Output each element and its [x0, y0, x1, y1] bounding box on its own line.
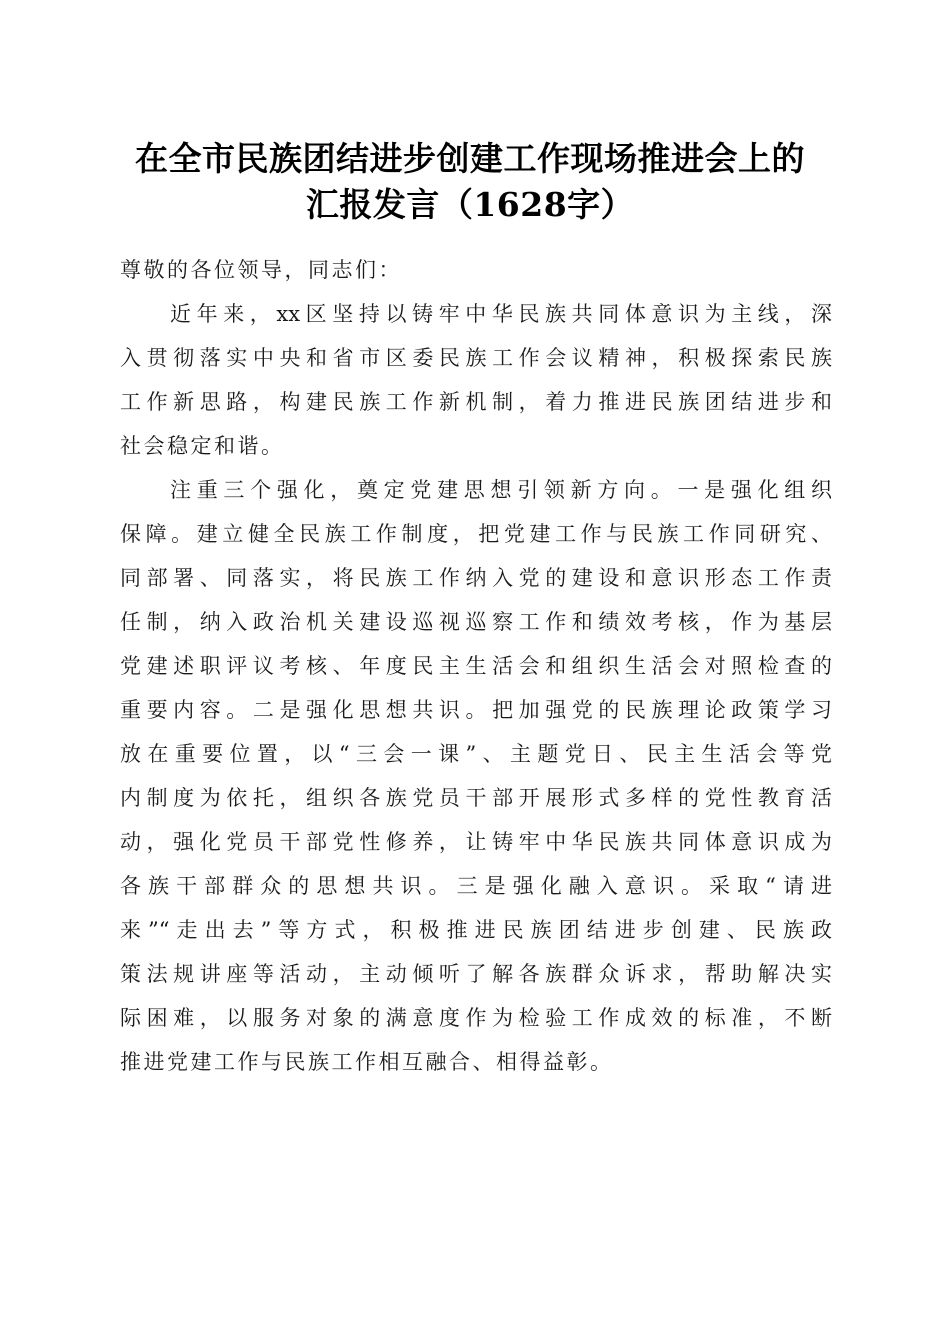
salutation: 尊敬的各位领导，同志们：: [120, 258, 402, 282]
paragraph-line: 保障。建立健全民族工作制度，把党建工作与民族工作同研究、: [120, 522, 832, 546]
document-body: [120, 248, 832, 1084]
document-title: [100, 136, 840, 228]
paragraph-line: 各族干部群众的思想共识。三是强化融入意识。采取“请进: [120, 874, 832, 898]
paragraph-line: 近年来，xx区坚持以铸牢中华民族共同体意识为主线，深: [170, 302, 832, 326]
paragraph-line: 工作新思路，构建民族工作新机制，着力推进民族团结进步和: [120, 390, 832, 414]
paragraph-line: 社会稳定和谐。: [120, 434, 285, 458]
paragraph-line: 党建述职评议考核、年度民主生活会和组织生活会对照检查的: [120, 654, 832, 678]
paragraph-line: 放在重要位置，以“三会一课”、主题党日、民主生活会等党: [120, 742, 832, 766]
paragraph-line: 际困难，以服务对象的满意度作为检验工作成效的标准，不断: [120, 1006, 832, 1030]
paragraph-line: 策法规讲座等活动，主动倾听了解各族群众诉求，帮助解决实: [120, 962, 832, 986]
paragraph-line: 来”“走出去”等方式，积极推进民族团结进步创建、民族政: [120, 918, 832, 942]
title-line: 在全市民族团结进步创建工作现场推进会上的: [135, 139, 805, 178]
paragraph-line: 重要内容。二是强化思想共识。把加强党的民族理论政策学习: [120, 698, 832, 722]
paragraph-line: 同部署、同落实，将民族工作纳入党的建设和意识形态工作责: [120, 566, 832, 590]
paragraph-line: 注重三个强化，奠定党建思想引领新方向。一是强化组织: [170, 478, 832, 502]
paragraph-line: 任制，纳入政治机关建设巡视巡察工作和绩效考核，作为基层: [120, 610, 832, 634]
paragraph-line: 动，强化党员干部党性修养，让铸牢中华民族共同体意识成为: [120, 830, 832, 854]
title-line: 汇报发言（1628字）: [305, 185, 635, 224]
paragraph-line: 推进党建工作与民族工作相互融合、相得益彰。: [120, 1050, 614, 1074]
paragraph-1: [120, 292, 832, 468]
paragraph-2: [120, 468, 832, 1084]
paragraph-line: 内制度为依托，组织各族党员干部开展形式多样的党性教育活: [120, 786, 832, 810]
paragraph-line: 入贯彻落实中央和省市区委民族工作会议精神，积极探索民族: [120, 346, 832, 370]
